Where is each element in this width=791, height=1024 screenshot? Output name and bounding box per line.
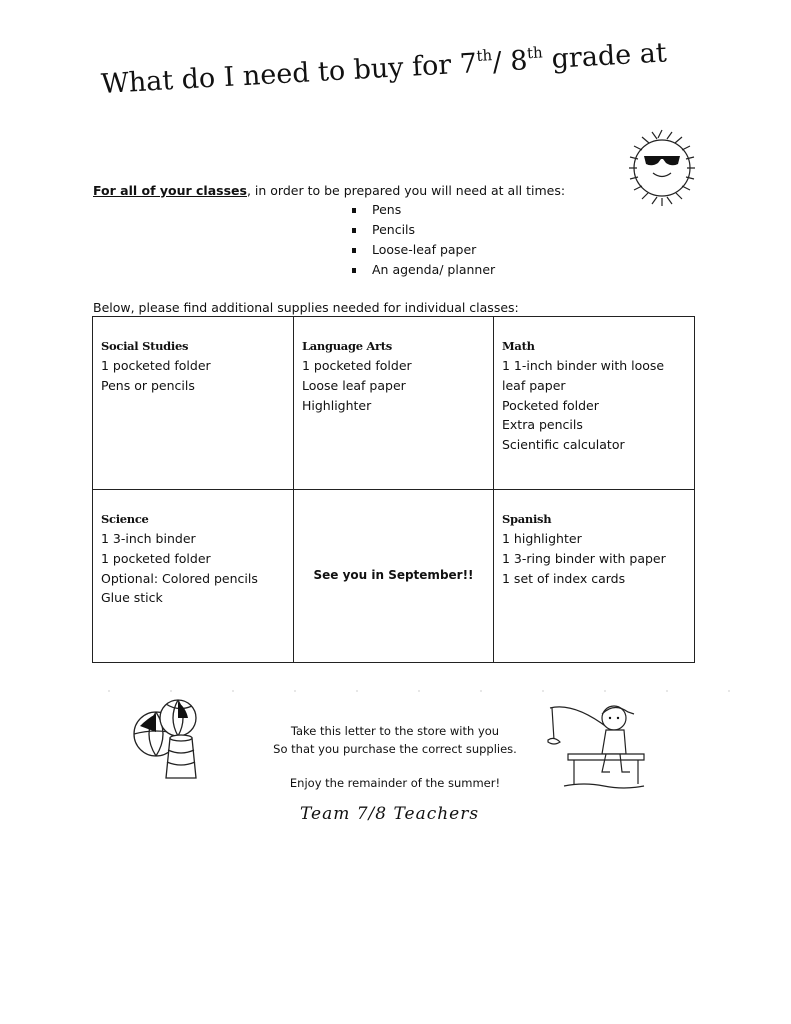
list-item: An agenda/ planner [350, 260, 495, 280]
cell-center-message [294, 490, 494, 662]
supply-item: Extra pencils [502, 417, 583, 433]
intro-emphasis: For all of your classes [93, 183, 247, 198]
page-title: What do I need to buy for 7th/ 8th grade at [100, 37, 668, 100]
scan-dots-divider [108, 690, 788, 692]
supply-item: Pens or pencils [101, 377, 195, 393]
cell-language-arts [294, 317, 494, 490]
supply-item: 1 pocketed folder [302, 358, 412, 373]
cell-math [494, 317, 694, 490]
list-item: Pens [350, 200, 495, 220]
supply-item: Highlighter [302, 397, 372, 413]
supply-item: 1 set of index cards [502, 570, 626, 586]
footer-line-2: So that you purchase the correct supplies. [273, 742, 517, 756]
supply-item: Scientific calculator [502, 437, 625, 453]
class-supplies-table [92, 316, 695, 663]
list-item: Pencils [350, 220, 495, 240]
supply-item: Pocketed folder [502, 397, 599, 413]
class-heading: Science [101, 512, 149, 526]
supply-item: leaf paper [502, 377, 566, 393]
cell-science [93, 490, 294, 662]
class-heading: Spanish [502, 512, 552, 526]
list-item: Loose-leaf paper [350, 240, 495, 260]
supply-item: Optional: Colored pencils [101, 570, 258, 586]
supply-item: 1 1-inch binder with loose [502, 358, 665, 373]
footer-line-3: Enjoy the remainder of the summer! [289, 776, 501, 790]
footer-line-1: Take this letter to the store with you [290, 724, 500, 738]
class-heading: Social Studies [101, 339, 189, 353]
beach-balls-and-bucket-icon [130, 692, 210, 784]
supply-item: 1 pocketed folder [101, 358, 211, 373]
cell-social-studies [93, 317, 294, 490]
intro-sentence: For all of your classes, in order to be prepared you will need at all times: [93, 183, 566, 198]
see-you-message: See you in September!! [313, 568, 474, 583]
class-heading: Math [502, 339, 535, 353]
supply-item: 1 3-ring binder with paper [502, 550, 666, 566]
supply-item: Loose leaf paper [302, 377, 406, 393]
always-needed-list [350, 200, 495, 280]
supply-item: 1 pocketed folder [101, 550, 211, 566]
supply-item: 1 3-inch binder [101, 531, 196, 546]
sun-with-sunglasses-icon [606, 118, 718, 218]
below-text: Below, please find additional supplies needed for individual classes: [93, 300, 519, 315]
boy-fishing-on-dock-icon [544, 698, 656, 792]
supply-item: Glue stick [101, 590, 163, 606]
signature: Team 7/8 Teachers [300, 804, 480, 824]
supply-item: 1 highlighter [502, 531, 582, 546]
class-heading: Language Arts [302, 339, 392, 353]
cell-spanish [494, 490, 694, 662]
